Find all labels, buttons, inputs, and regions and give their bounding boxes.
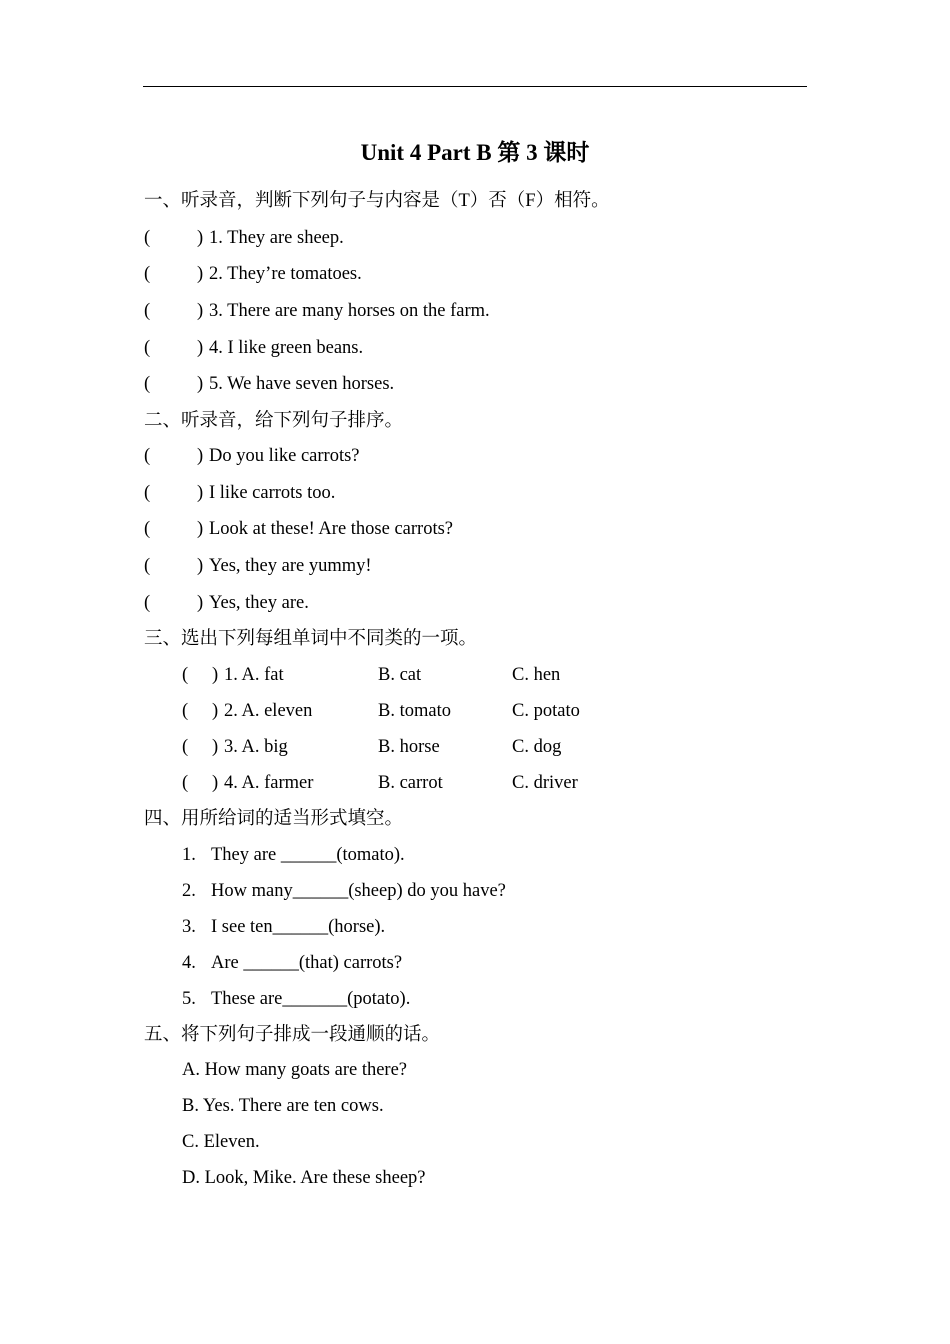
- s4-item-number: 1.: [182, 845, 196, 865]
- s3-option-b: B. carrot: [378, 773, 443, 793]
- answer-paren-open: (: [182, 665, 189, 685]
- section-1-heading: 一、听录音，判断下列句子与内容是（T）否（F）相符。: [144, 191, 610, 211]
- s4-item-number: 3.: [182, 917, 196, 937]
- section-2-heading: 二、听录音，给下列句子排序。: [144, 411, 404, 431]
- answer-paren-open: (: [182, 773, 189, 793]
- s4-item-number: 4.: [182, 953, 196, 973]
- answer-paren-open: (: [144, 556, 151, 576]
- answer-paren-open: (: [144, 374, 151, 394]
- s5-sentence-a: A. How many goats are there?: [182, 1060, 407, 1080]
- s1-item-text: 2. They’re tomatoes.: [209, 264, 362, 284]
- answer-paren-open: (: [144, 228, 151, 248]
- s5-sentence-c: C. Eleven.: [182, 1132, 260, 1152]
- s3-option-a: 4. A. farmer: [224, 773, 314, 793]
- answer-paren-close: ): [197, 519, 204, 539]
- answer-paren-close: ): [197, 301, 204, 321]
- s3-option-a: 1. A. fat: [224, 665, 284, 685]
- answer-paren-open: (: [144, 301, 151, 321]
- answer-paren-close: ): [197, 338, 204, 358]
- s2-item-text: Yes, they are yummy!: [209, 556, 372, 576]
- answer-paren-open: (: [144, 264, 151, 284]
- s4-item-number: 5.: [182, 989, 196, 1009]
- s4-item-number: 2.: [182, 881, 196, 901]
- answer-paren-open: (: [182, 701, 189, 721]
- answer-paren-close: ): [197, 228, 204, 248]
- s4-item-text: How many______(sheep) do you have?: [211, 881, 506, 901]
- s5-sentence-b: B. Yes. There are ten cows.: [182, 1096, 384, 1116]
- answer-paren-open: (: [144, 593, 151, 613]
- answer-paren-close: ): [212, 773, 219, 793]
- answer-paren-open: (: [144, 446, 151, 466]
- s3-option-a: 3. A. big: [224, 737, 288, 757]
- s4-item-text: Are ______(that) carrots?: [211, 953, 403, 973]
- s3-option-c: C. potato: [512, 701, 580, 721]
- s3-option-c: C. dog: [512, 737, 562, 757]
- s3-option-c: C. hen: [512, 665, 561, 685]
- answer-paren-close: ): [197, 374, 204, 394]
- s3-option-b: B. horse: [378, 737, 440, 757]
- answer-paren-open: (: [144, 483, 151, 503]
- answer-paren-close: ): [212, 737, 219, 757]
- answer-paren-close: ): [197, 593, 204, 613]
- answer-paren-close: ): [212, 701, 219, 721]
- s3-option-c: C. driver: [512, 773, 578, 793]
- s3-option-b: B. tomato: [378, 701, 451, 721]
- page-title: Unit 4 Part B 第 3 课时: [360, 140, 590, 165]
- s3-option-b: B. cat: [378, 665, 422, 685]
- s2-item-text: Do you like carrots?: [209, 446, 360, 466]
- answer-paren-open: (: [182, 737, 189, 757]
- section-4-heading: 四、用所给词的适当形式填空。: [144, 809, 404, 829]
- s1-item-text: 5. We have seven horses.: [209, 374, 395, 394]
- s3-option-a: 2. A. eleven: [224, 701, 313, 721]
- answer-paren-close: ): [197, 264, 204, 284]
- s2-item-text: Look at these! Are those carrots?: [209, 519, 454, 539]
- section-3-heading: 三、选出下列每组单词中不同类的一项。: [144, 629, 478, 649]
- answer-paren-close: ): [197, 446, 204, 466]
- answer-paren-open: (: [144, 338, 151, 358]
- s1-item-text: 1. They are sheep.: [209, 228, 344, 248]
- answer-paren-close: ): [212, 665, 219, 685]
- section-5-heading: 五、将下列句子排成一段通顺的话。: [144, 1025, 441, 1045]
- answer-paren-open: (: [144, 519, 151, 539]
- s2-item-text: I like carrots too.: [209, 483, 336, 503]
- s2-item-text: Yes, they are.: [209, 593, 309, 613]
- s4-item-text: These are_______(potato).: [211, 989, 411, 1009]
- s1-item-text: 4. I like green beans.: [209, 338, 364, 358]
- answer-paren-close: ): [197, 483, 204, 503]
- header-rule: [143, 86, 807, 87]
- s1-item-text: 3. There are many horses on the farm.: [209, 301, 490, 321]
- s4-item-text: They are ______(tomato).: [211, 845, 405, 865]
- answer-paren-close: ): [197, 556, 204, 576]
- s5-sentence-d: D. Look, Mike. Are these sheep?: [182, 1168, 426, 1188]
- s4-item-text: I see ten______(horse).: [211, 917, 386, 937]
